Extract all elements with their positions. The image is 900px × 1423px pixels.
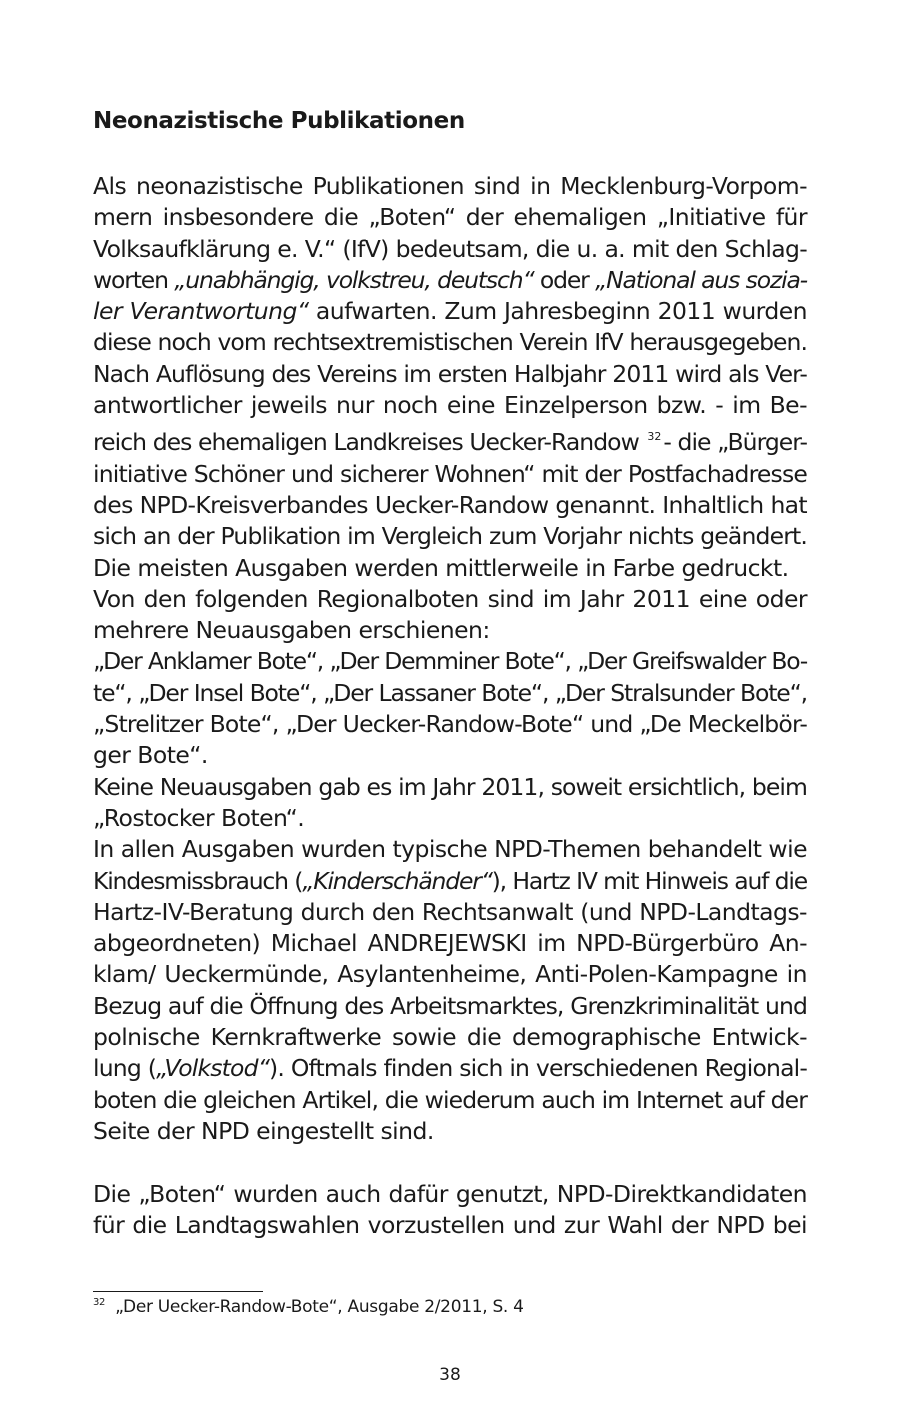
text-line: initiative Schöner und sicherer Wohnen“ mit der Postfachadresse xyxy=(93,459,807,488)
text-line xyxy=(93,1053,807,1084)
text-run: reich des ehemaligen Landkreises Uecker-Randow xyxy=(93,428,646,457)
text-line: Von den folgenden Regionalboten sind im Jahr 2011 eine oder xyxy=(93,584,807,613)
text-line: diese noch vom rechtsextremistischen Verein IfV herausgegeben. xyxy=(93,328,807,357)
text-run: worten xyxy=(93,265,175,294)
text-line: des NPD-Kreisverbandes Uecker-Randow genannt. Inhaltlich hat xyxy=(93,490,807,519)
text-line: Bezug auf die Öffnung des Arbeitsmarktes, Grenzkriminalität und xyxy=(93,991,807,1020)
text-line: Nach Auflösung des Vereins im ersten Halbjahr 2011 wird als Ver- xyxy=(93,359,807,388)
text-line: „Der Anklamer Bote“, „Der Demminer Bote“, „Der Greifswalder Bo- xyxy=(93,647,807,676)
text-run: lung ( xyxy=(93,1054,157,1083)
text-line: ger Bote“. xyxy=(93,741,208,770)
text-line: Die meisten Ausgaben werden mittlerweile in Farbe gedruckt. xyxy=(93,553,789,582)
text-line: Die „Boten“ wurden auch dafür genutzt, NPD-Direktkandidaten xyxy=(93,1179,807,1208)
italic-run: „Volkstod“ xyxy=(156,1054,270,1083)
paragraph-gap xyxy=(93,1147,807,1178)
text-line: sich an der Publikation im Vergleich zum Vorjahr nichts geändert. xyxy=(93,522,807,551)
text-line: polnische Kernkraftwerke sowie die demographische Entwick- xyxy=(93,1023,807,1052)
text-run: Kindesmissbrauch ( xyxy=(93,866,303,895)
text-line: Hartz-IV-Beratung durch den Rechtsanwalt (und NPD-Landtags- xyxy=(93,897,807,926)
text-line: mern insbesondere die „Boten“ der ehemaligen „Initiative für xyxy=(93,203,807,232)
text-line: Als neonazistische Publikationen sind in Mecklenburg-Vorpom- xyxy=(93,172,807,200)
text-line: für die Landtagswahlen vorzustellen und zur Wahl der NPD bei xyxy=(93,1210,807,1239)
footnote xyxy=(93,1297,524,1317)
page-number: 38 xyxy=(439,1365,461,1385)
text-line: Keine Neuausgaben gab es im Jahr 2011, soweit ersichtlich, beim xyxy=(93,772,807,801)
footnote-text: „Der Uecker-Randow-Bote“, Ausgabe 2/2011, S. 4 xyxy=(115,1297,524,1317)
italic-run: „National aus sozia- xyxy=(595,265,807,294)
section-heading: Neonazistische Publikationen xyxy=(93,108,465,134)
italic-run: „Kinderschänder“ xyxy=(302,866,492,895)
text-line: klam/ Ueckermünde, Asylantenheime, Anti-Polen-Kampagne in xyxy=(93,960,807,989)
text-line: Seite der NPD eingestellt sind. xyxy=(93,1116,434,1145)
italic-run: „unabhängig, volkstreu, deutsch“ xyxy=(174,265,534,294)
footnote-divider xyxy=(93,1291,263,1292)
footnote-mark: 32 xyxy=(93,1297,106,1308)
text-run: aufwarten. Zum Jahresbeginn 2011 wurden xyxy=(308,297,808,326)
text-line: „Strelitzer Bote“, „Der Uecker-Randow-Bote“ und „De Meckelbör- xyxy=(93,710,807,739)
footnote-reference: 32 xyxy=(647,430,662,444)
text-line xyxy=(93,296,807,327)
text-line: „Rostocker Boten“. xyxy=(93,803,305,832)
italic-run: ler Verantwortung“ xyxy=(93,297,309,326)
text-run: ). Oftmals finden sich in verschiedenen Regional- xyxy=(269,1054,807,1083)
text-run: oder xyxy=(533,265,596,294)
text-run: - die „Bürger- xyxy=(663,428,808,457)
text-line: te“, „Der Insel Bote“, „Der Lassaner Bote“, „Der Stralsunder Bote“, xyxy=(93,678,807,707)
text-line xyxy=(93,866,807,897)
text-run: ), Hartz IV mit Hinweis auf die xyxy=(491,866,807,895)
text-line: In allen Ausgaben wurden typische NPD-Themen behandelt wie xyxy=(93,835,807,864)
text-line: antwortlicher jeweils nur noch eine Einzelperson bzw. - im Be- xyxy=(93,391,807,420)
text-line: abgeordneten) Michael ANDREJEWSKI im NPD-Bürgerbüro An- xyxy=(93,929,807,958)
text-line xyxy=(93,265,807,296)
text-line xyxy=(93,421,807,458)
text-line: boten die gleichen Artikel, die wiederum auch im Internet auf der xyxy=(93,1085,807,1114)
body-text xyxy=(93,171,807,1241)
text-line: Volksaufklärung e. V.“ (IfV) bedeutsam, die u. a. mit den Schlag- xyxy=(93,234,807,263)
text-line: mehrere Neuausgaben erschienen: xyxy=(93,616,490,645)
